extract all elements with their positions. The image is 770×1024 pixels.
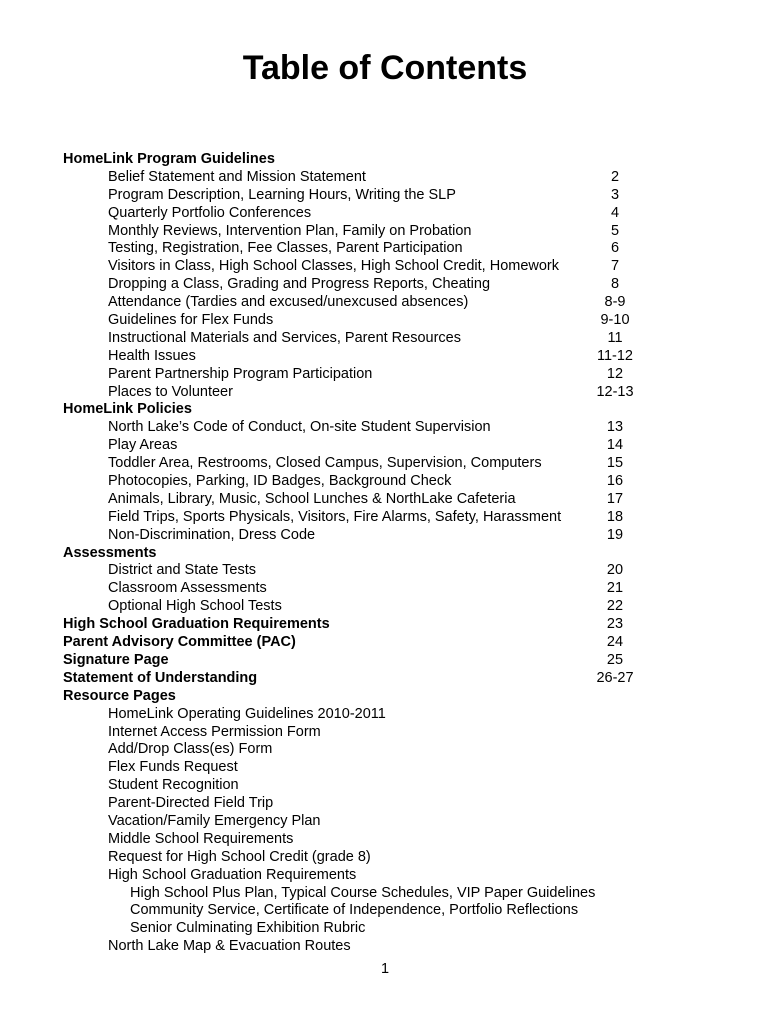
toc-entry-label: Field Trips, Sports Physicals, Visitors, Fire Alarms, Safety, Harassment xyxy=(108,508,562,525)
toc-entry-label: Play Areas xyxy=(108,437,178,454)
toc-entry-label: Signature Page xyxy=(63,651,169,668)
toc-entry xyxy=(0,419,770,437)
toc-entry xyxy=(0,527,770,545)
toc-entry xyxy=(0,276,770,294)
toc-entry xyxy=(0,312,770,330)
table-of-contents xyxy=(0,151,770,956)
page-title: Table of Contents xyxy=(242,49,528,87)
toc-entry-page: 8 xyxy=(610,276,620,293)
toc-entry xyxy=(0,258,770,276)
toc-entry-label: Flex Funds Request xyxy=(108,759,238,776)
toc-entry xyxy=(0,938,770,956)
toc-entry-page: 13 xyxy=(606,419,624,436)
toc-entry-page: 26-27 xyxy=(596,669,634,686)
toc-entry xyxy=(0,831,770,849)
toc-section-heading xyxy=(0,545,770,563)
toc-entry-page: 7 xyxy=(610,258,620,275)
toc-entry xyxy=(0,205,770,223)
toc-entry xyxy=(0,598,770,616)
toc-entry-page: 11 xyxy=(607,329,623,346)
toc-entry-page: 21 xyxy=(606,580,624,597)
toc-entry-label: High School Plus Plan, Typical Course Schedules, VIP Paper Guidelines xyxy=(130,884,596,901)
toc-entry-label: Non-Discrimination, Dress Code xyxy=(108,526,316,543)
toc-entry-label: Parent Partnership Program Participation xyxy=(108,365,373,382)
toc-entry-label: Parent-Directed Field Trip xyxy=(108,795,274,812)
toc-entry xyxy=(0,885,770,903)
toc-entry-page: 6 xyxy=(610,240,620,257)
toc-entry xyxy=(0,562,770,580)
toc-entry-page: 4 xyxy=(610,204,620,221)
toc-entry-label: Quarterly Portfolio Conferences xyxy=(108,204,312,221)
toc-entry-page: 19 xyxy=(606,526,624,543)
toc-entry-label: Internet Access Permission Form xyxy=(108,723,321,740)
toc-entry-label: Community Service, Certificate of Independence, Portfolio Reflections xyxy=(130,902,579,919)
toc-entry-label: Photocopies, Parking, ID Badges, Background Check xyxy=(108,473,452,490)
toc-entry-page: 18 xyxy=(606,508,624,525)
toc-entry-label: Program Description, Learning Hours, Writing the SLP xyxy=(108,186,456,203)
toc-entry xyxy=(0,330,770,348)
toc-entry-label: Belief Statement and Mission Statement xyxy=(108,168,366,185)
toc-entry-page: 22 xyxy=(606,598,624,615)
toc-entry-label: District and State Tests xyxy=(108,562,257,579)
toc-entry-page: 25 xyxy=(606,651,624,668)
toc-entry-page: 20 xyxy=(606,562,624,579)
toc-entry-page: 16 xyxy=(606,473,624,490)
toc-entry-label: Toddler Area, Restrooms, Closed Campus, Supervision, Computers xyxy=(108,455,542,472)
toc-entry-label: Optional High School Tests xyxy=(108,598,282,615)
toc-entry-label: HomeLink Program Guidelines xyxy=(63,151,275,167)
toc-entry-page: 15 xyxy=(606,455,624,472)
toc-entry-label: Assessments xyxy=(63,544,157,561)
toc-entry xyxy=(0,473,770,491)
toc-entry-label: HomeLink Operating Guidelines 2010-2011 xyxy=(108,705,386,722)
toc-entry xyxy=(0,849,770,867)
toc-entry-label: Vacation/Family Emergency Plan xyxy=(108,812,321,829)
toc-entry xyxy=(0,795,770,813)
toc-entry-label: North Lake’s Code of Conduct, On-site Student Supervision xyxy=(108,419,491,436)
toc-entry-label: Attendance (Tardies and excused/unexcused absences) xyxy=(108,294,469,311)
toc-entry xyxy=(0,724,770,742)
toc-entry-page: 11-12 xyxy=(596,347,633,364)
toc-entry xyxy=(0,759,770,777)
toc-entry-label: Instructional Materials and Services, Parent Resources xyxy=(108,329,461,346)
toc-entry xyxy=(0,437,770,455)
toc-entry-page: 12 xyxy=(606,365,624,382)
toc-entry-label: Senior Culminating Exhibition Rubric xyxy=(130,920,366,937)
toc-entry-label: Places to Volunteer xyxy=(108,383,233,400)
toc-entry xyxy=(0,348,770,366)
toc-entry xyxy=(0,169,770,187)
toc-entry xyxy=(0,580,770,598)
toc-entry xyxy=(0,240,770,258)
toc-entry-label: Guidelines for Flex Funds xyxy=(108,312,274,329)
toc-entry-label: Classroom Assessments xyxy=(108,580,267,597)
toc-entry-label: High School Graduation Requirements xyxy=(108,866,357,883)
toc-section-heading xyxy=(0,151,770,169)
toc-entry-page: 12-13 xyxy=(596,383,634,400)
toc-entry xyxy=(0,813,770,831)
toc-entry-page: 24 xyxy=(606,634,624,651)
toc-entry xyxy=(0,384,770,402)
toc-entry-page: 17 xyxy=(606,490,624,507)
toc-entry-page: 2 xyxy=(610,168,620,185)
toc-section-heading xyxy=(0,634,770,652)
toc-entry-label: Visitors in Class, High School Classes, High School Credit, Homework xyxy=(108,258,560,275)
toc-section-heading xyxy=(0,670,770,688)
toc-entry-page: 9-10 xyxy=(600,312,630,329)
toc-entry-label: Statement of Understanding xyxy=(63,669,258,686)
toc-entry-label: Resource Pages xyxy=(63,687,176,704)
toc-entry xyxy=(0,294,770,312)
toc-entry-page: 8-9 xyxy=(604,294,626,311)
toc-section-heading xyxy=(0,688,770,706)
toc-entry-label: Parent Advisory Committee (PAC) xyxy=(63,634,296,651)
toc-entry xyxy=(0,902,770,920)
toc-entry xyxy=(0,920,770,938)
toc-entry-label: Monthly Reviews, Intervention Plan, Family on Probation xyxy=(108,222,472,239)
toc-entry-label: Dropping a Class, Grading and Progress Reports, Cheating xyxy=(108,276,491,293)
toc-entry xyxy=(0,867,770,885)
toc-entry xyxy=(0,366,770,384)
toc-entry xyxy=(0,491,770,509)
toc-entry xyxy=(0,706,770,724)
toc-entry xyxy=(0,187,770,205)
toc-entry xyxy=(0,223,770,241)
toc-entry-page: 3 xyxy=(610,186,620,203)
toc-section-heading xyxy=(0,616,770,634)
toc-entry-label: Add/Drop Class(es) Form xyxy=(108,741,273,758)
toc-entry-label: North Lake Map & Evacuation Routes xyxy=(108,938,351,955)
toc-entry-page: 5 xyxy=(610,222,620,239)
toc-section-heading xyxy=(0,401,770,419)
toc-entry-label: Student Recognition xyxy=(108,777,239,794)
toc-entry xyxy=(0,777,770,795)
toc-entry-label: Testing, Registration, Fee Classes, Parent Participation xyxy=(108,240,463,257)
toc-entry-label: HomeLink Policies xyxy=(63,401,192,418)
toc-entry-label: Health Issues xyxy=(108,347,196,364)
toc-entry-label: High School Graduation Requirements xyxy=(63,616,330,633)
toc-entry xyxy=(0,509,770,527)
toc-entry-page: 14 xyxy=(606,437,624,454)
toc-section-heading xyxy=(0,652,770,670)
toc-entry-label: Middle School Requirements xyxy=(108,830,294,847)
page-number: 1 xyxy=(380,961,390,977)
toc-entry xyxy=(0,741,770,759)
toc-entry-label: Animals, Library, Music, School Lunches & NorthLake Cafeteria xyxy=(108,490,516,507)
toc-entry-page: 23 xyxy=(606,616,624,633)
toc-entry xyxy=(0,455,770,473)
toc-entry-label: Request for High School Credit (grade 8) xyxy=(108,848,371,865)
